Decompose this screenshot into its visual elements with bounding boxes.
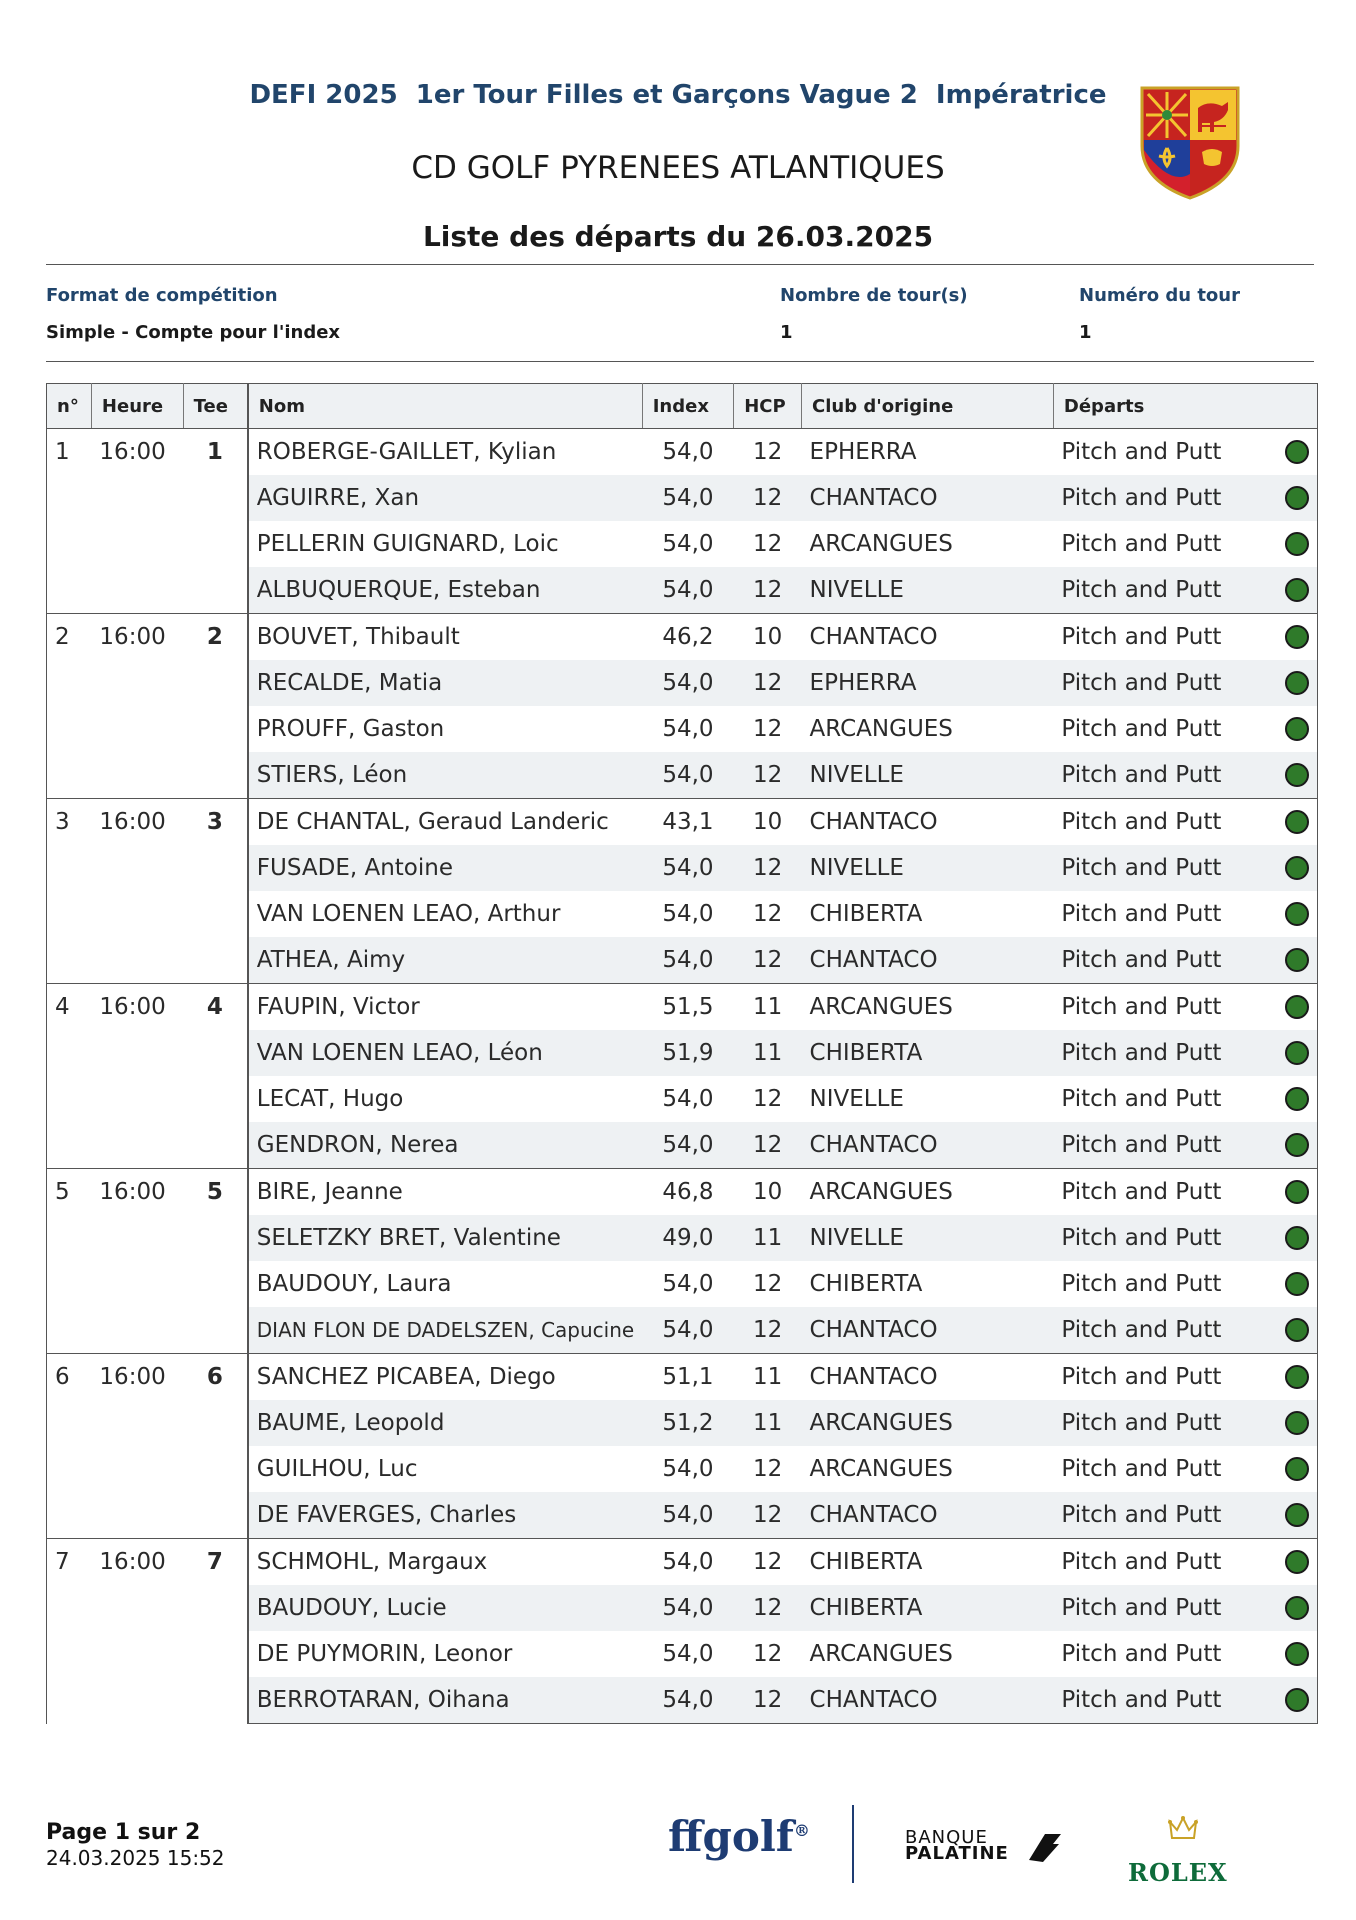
group-time: 16:00	[91, 984, 183, 1169]
player-index: 51,1	[642, 1354, 734, 1401]
player-hcp: 12	[734, 660, 802, 706]
table-row	[47, 1169, 1318, 1216]
group-time: 16:00	[91, 1354, 183, 1539]
player-club: CHANTACO	[802, 799, 1054, 846]
sponsor-divider	[852, 1805, 854, 1883]
player-hcp: 12	[734, 752, 802, 799]
status-dot-icon	[1285, 1550, 1309, 1574]
player-hcp: 12	[734, 1585, 802, 1631]
player-hcp: 10	[734, 799, 802, 846]
player-club: NIVELLE	[802, 845, 1054, 891]
player-departure	[1053, 1677, 1317, 1724]
player-departure	[1053, 1261, 1317, 1307]
player-departure	[1053, 1169, 1317, 1216]
player-index: 54,0	[642, 1677, 734, 1724]
departure-label: Pitch and Putt	[1061, 1595, 1222, 1621]
player-club: NIVELLE	[802, 752, 1054, 799]
departure-label: Pitch and Putt	[1061, 716, 1222, 742]
page-number: Page 1 sur 2	[46, 1820, 201, 1845]
player-departure	[1053, 429, 1317, 476]
column-header-tee: Tee	[183, 384, 248, 429]
status-dot-icon	[1285, 1457, 1309, 1481]
column-header-index: Index	[642, 384, 734, 429]
player-hcp: 12	[734, 567, 802, 614]
group-tee: 4	[183, 984, 248, 1169]
banque-logo-line1: BANQUE	[905, 1827, 988, 1848]
document-title: DEFI 2025 1er Tour Filles et Garçons Vague 2 Impératrice	[249, 80, 1107, 110]
status-dot-icon	[1285, 532, 1309, 556]
player-departure	[1053, 475, 1317, 521]
organisation-name: CD GOLF PYRENEES ATLANTIQUES	[411, 150, 945, 186]
player-index: 54,0	[642, 429, 734, 476]
player-name: VAN LOENEN LEAO, Léon	[248, 1030, 642, 1076]
departure-label: Pitch and Putt	[1061, 531, 1222, 557]
player-index: 43,1	[642, 799, 734, 846]
status-dot-icon	[1285, 948, 1309, 972]
player-club: CHANTACO	[802, 475, 1054, 521]
player-departure	[1053, 1631, 1317, 1677]
status-dot-icon	[1285, 1318, 1309, 1342]
player-departure	[1053, 706, 1317, 752]
status-dot-icon	[1285, 486, 1309, 510]
player-club: ARCANGUES	[809, 1456, 953, 1482]
player-departure	[1053, 1122, 1317, 1169]
player-index: 54,0	[642, 1307, 734, 1354]
start-list-table	[46, 383, 1318, 1724]
player-index: 54,0	[642, 567, 734, 614]
departure-label: Pitch and Putt	[1061, 994, 1222, 1020]
group-number: 2	[47, 614, 92, 799]
player-departure	[1053, 891, 1317, 937]
player-index: 51,2	[642, 1400, 734, 1446]
round-number-label: Numéro du tour	[1079, 285, 1240, 306]
player-index: 54,0	[642, 475, 734, 521]
group-number: 1	[47, 429, 92, 614]
rolex-crown-icon	[1168, 1814, 1198, 1844]
player-name: DE CHANTAL, Geraud Landeric	[248, 799, 642, 846]
departure-label: Pitch and Putt	[1061, 1502, 1222, 1528]
player-club: CHANTACO	[802, 1307, 1054, 1354]
departure-label: Pitch and Putt	[1061, 485, 1222, 511]
player-index: 54,0	[662, 1271, 714, 1297]
table-row	[47, 614, 1318, 661]
player-departure	[1053, 1307, 1317, 1354]
player-name: LECAT, Hugo	[256, 1086, 404, 1112]
departure-label: Pitch and Putt	[1061, 1641, 1222, 1667]
player-hcp: 12	[753, 1086, 783, 1112]
departure-label: Pitch and Putt	[1061, 762, 1222, 788]
group-tee: 1	[183, 429, 248, 614]
player-club: CHIBERTA	[802, 1539, 1054, 1586]
player-hcp: 12	[734, 1677, 802, 1724]
player-name: BAUDOUY, Laura	[256, 1271, 452, 1297]
player-index: 49,0	[642, 1215, 734, 1261]
player-hcp: 12	[734, 475, 802, 521]
player-name: DIAN FLON DE DADELSZEN, Capucine	[248, 1307, 642, 1354]
departure-label: Pitch and Putt	[1061, 1364, 1222, 1390]
status-dot-icon	[1285, 763, 1309, 787]
player-club: ARCANGUES	[802, 1169, 1054, 1216]
player-club: ARCANGUES	[809, 1641, 953, 1667]
player-hcp: 12	[753, 901, 783, 927]
departure-label: Pitch and Putt	[1061, 1271, 1222, 1297]
table-row	[47, 984, 1318, 1031]
player-index: 51,5	[642, 984, 734, 1031]
status-dot-icon	[1285, 1411, 1309, 1435]
player-index: 54,0	[662, 1641, 714, 1667]
column-header-hcp: HCP	[734, 384, 802, 429]
column-header-club: Club d'origine	[802, 384, 1054, 429]
player-departure	[1053, 1585, 1317, 1631]
departure-label: Pitch and Putt	[1061, 1687, 1222, 1713]
player-index: 54,0	[642, 1585, 734, 1631]
player-club: CHIBERTA	[802, 1030, 1054, 1076]
player-name: SELETZKY BRET, Valentine	[248, 1215, 642, 1261]
departure-label: Pitch and Putt	[1061, 1456, 1222, 1482]
departure-label: Pitch and Putt	[1061, 901, 1222, 927]
table-row	[47, 799, 1318, 846]
status-dot-icon	[1285, 1688, 1309, 1712]
player-hcp: 12	[734, 1122, 802, 1169]
status-dot-icon	[1285, 625, 1309, 649]
player-departure	[1053, 1354, 1317, 1401]
departure-label: Pitch and Putt	[1061, 809, 1222, 835]
player-club: CHANTACO	[802, 1354, 1054, 1401]
player-index: 54,0	[662, 716, 714, 742]
group-time: 16:00	[91, 1169, 183, 1354]
player-name: ALBUQUERQUE, Esteban	[248, 567, 642, 614]
group-tee: 2	[183, 614, 248, 799]
departure-label: Pitch and Putt	[1061, 577, 1222, 603]
group-tee: 7	[183, 1539, 248, 1724]
player-index: 54,0	[662, 901, 714, 927]
player-name: RECALDE, Matia	[248, 660, 642, 706]
player-index: 54,0	[662, 1086, 714, 1112]
round-number-value: 1	[1079, 322, 1092, 343]
player-name: SANCHEZ PICABEA, Diego	[248, 1354, 642, 1401]
player-name: FAUPIN, Victor	[248, 984, 642, 1031]
column-header-departs: Départs	[1053, 384, 1317, 429]
status-dot-icon	[1285, 1133, 1309, 1157]
player-index: 54,0	[642, 845, 734, 891]
player-name: GUILHOU, Luc	[256, 1456, 418, 1482]
player-index: 54,0	[642, 1492, 734, 1539]
departure-label: Pitch and Putt	[1061, 1086, 1222, 1112]
player-departure	[1053, 1539, 1317, 1586]
player-club: NIVELLE	[809, 1086, 904, 1112]
rolex-logo: ROLEX	[1128, 1858, 1228, 1887]
player-name: GENDRON, Nerea	[248, 1122, 642, 1169]
player-hcp: 11	[734, 1354, 802, 1401]
status-dot-icon	[1285, 717, 1309, 741]
table-row	[47, 1539, 1318, 1586]
table-row	[47, 1354, 1318, 1401]
status-dot-icon	[1285, 1226, 1309, 1250]
player-departure	[1053, 845, 1317, 891]
player-name: AGUIRRE, Xan	[248, 475, 642, 521]
player-hcp: 10	[734, 1169, 802, 1216]
status-dot-icon	[1285, 1642, 1309, 1666]
player-departure	[1053, 799, 1317, 846]
group-number: 7	[47, 1539, 92, 1724]
group-tee: 5	[183, 1169, 248, 1354]
player-departure	[1053, 1076, 1317, 1122]
format-value: Simple - Compte pour l'index	[46, 322, 341, 343]
player-club: CHANTACO	[802, 1122, 1054, 1169]
player-name: BAUDOUY, Lucie	[248, 1585, 642, 1631]
player-hcp: 11	[734, 1215, 802, 1261]
departure-label: Pitch and Putt	[1061, 947, 1222, 973]
player-hcp: 12	[753, 716, 783, 742]
status-dot-icon	[1285, 1087, 1309, 1111]
player-hcp: 12	[753, 1271, 783, 1297]
group-number: 4	[47, 984, 92, 1169]
player-club: CHANTACO	[802, 1677, 1054, 1724]
player-name: STIERS, Léon	[248, 752, 642, 799]
ffgolf-logo: ffgolf®	[668, 1812, 810, 1861]
group-time: 16:00	[91, 799, 183, 984]
status-dot-icon	[1285, 902, 1309, 926]
player-hcp: 12	[753, 531, 783, 557]
player-club: EPHERRA	[802, 429, 1054, 476]
player-index: 54,0	[642, 1539, 734, 1586]
player-club: EPHERRA	[802, 660, 1054, 706]
print-date: 24.03.2025 15:52	[46, 1846, 225, 1870]
status-dot-icon	[1285, 995, 1309, 1019]
group-number: 6	[47, 1354, 92, 1539]
banque-logo-line2: PALATINE	[905, 1843, 1009, 1864]
group-tee: 6	[183, 1354, 248, 1539]
player-club: CHANTACO	[802, 937, 1054, 984]
player-hcp: 12	[734, 937, 802, 984]
player-name: BOUVET, Thibault	[248, 614, 642, 661]
player-index: 54,0	[642, 660, 734, 706]
departure-label: Pitch and Putt	[1061, 1040, 1222, 1066]
info-divider	[46, 361, 1314, 362]
group-time: 16:00	[91, 429, 183, 614]
player-departure	[1053, 1030, 1317, 1076]
status-dot-icon	[1285, 1180, 1309, 1204]
header-divider	[46, 264, 1314, 265]
player-hcp: 12	[734, 845, 802, 891]
player-club: ARCANGUES	[802, 1400, 1054, 1446]
banque-palatine-emblem-icon	[1023, 1830, 1063, 1864]
status-dot-icon	[1285, 1365, 1309, 1389]
player-index: 54,0	[662, 531, 714, 557]
player-name: FUSADE, Antoine	[248, 845, 642, 891]
player-index: 54,0	[642, 752, 734, 799]
player-hcp: 12	[753, 1641, 783, 1667]
player-club: CHANTACO	[802, 614, 1054, 661]
coat-of-arms-crest-icon	[1140, 86, 1240, 200]
rounds-label: Nombre de tour(s)	[780, 285, 968, 306]
player-hcp: 12	[753, 1456, 783, 1482]
player-hcp: 12	[734, 1539, 802, 1586]
player-departure	[1053, 1400, 1317, 1446]
player-name: BERROTARAN, Oihana	[248, 1677, 642, 1724]
player-departure	[1053, 937, 1317, 984]
player-hcp: 12	[734, 429, 802, 476]
departure-label: Pitch and Putt	[1061, 1549, 1222, 1575]
player-name: SCHMOHL, Margaux	[248, 1539, 642, 1586]
player-club: ARCANGUES	[802, 984, 1054, 1031]
status-dot-icon	[1285, 578, 1309, 602]
player-departure	[1053, 567, 1317, 614]
player-club: CHIBERTA	[802, 1585, 1054, 1631]
departure-label: Pitch and Putt	[1061, 624, 1222, 650]
ffgolf-logo-text: ffgolf	[668, 1812, 794, 1861]
player-departure	[1053, 660, 1317, 706]
column-header-name: Nom	[248, 384, 642, 429]
player-departure	[1053, 614, 1317, 661]
player-hcp: 12	[734, 1492, 802, 1539]
departure-label: Pitch and Putt	[1061, 1132, 1222, 1158]
player-hcp: 11	[734, 1400, 802, 1446]
player-name: PROUFF, Gaston	[256, 716, 445, 742]
group-tee: 3	[183, 799, 248, 984]
player-club: CHIBERTA	[809, 1271, 923, 1297]
status-dot-icon	[1285, 856, 1309, 880]
departure-label: Pitch and Putt	[1061, 439, 1222, 465]
departure-label: Pitch and Putt	[1061, 1410, 1222, 1436]
player-name: DE PUYMORIN, Leonor	[256, 1641, 513, 1667]
player-departure	[1053, 984, 1317, 1031]
player-departure	[1053, 521, 1317, 567]
departure-label: Pitch and Putt	[1061, 1179, 1222, 1205]
departure-label: Pitch and Putt	[1061, 855, 1222, 881]
group-number: 3	[47, 799, 92, 984]
status-dot-icon	[1285, 810, 1309, 834]
group-time: 16:00	[91, 614, 183, 799]
player-club: CHANTACO	[802, 1492, 1054, 1539]
player-index: 54,0	[662, 1456, 714, 1482]
player-name: PELLERIN GUIGNARD, Loic	[256, 531, 559, 557]
player-hcp: 11	[734, 984, 802, 1031]
player-name: BIRE, Jeanne	[248, 1169, 642, 1216]
player-hcp: 11	[734, 1030, 802, 1076]
player-name: DE FAVERGES, Charles	[248, 1492, 642, 1539]
player-club: CHIBERTA	[809, 901, 923, 927]
banque-palatine-logo	[905, 1827, 1009, 1864]
player-departure	[1053, 1215, 1317, 1261]
status-dot-icon	[1285, 1503, 1309, 1527]
column-header-number: n°	[47, 384, 92, 429]
start-list-body	[47, 429, 1318, 1724]
status-dot-icon	[1285, 440, 1309, 464]
status-dot-icon	[1285, 671, 1309, 695]
player-index: 51,9	[642, 1030, 734, 1076]
table-header-row	[47, 384, 1318, 429]
player-departure	[1053, 1446, 1317, 1492]
player-name: VAN LOENEN LEAO, Arthur	[256, 901, 561, 927]
player-club: ARCANGUES	[809, 531, 953, 557]
player-index: 54,0	[642, 937, 734, 984]
player-club: NIVELLE	[802, 1215, 1054, 1261]
departure-label: Pitch and Putt	[1061, 1317, 1222, 1343]
departure-label: Pitch and Putt	[1061, 670, 1222, 696]
player-departure	[1053, 1492, 1317, 1539]
table-row	[47, 429, 1318, 476]
player-name: ROBERGE-GAILLET, Kylian	[248, 429, 642, 476]
player-name: BAUME, Leopold	[248, 1400, 642, 1446]
player-index: 46,8	[642, 1169, 734, 1216]
group-time: 16:00	[91, 1539, 183, 1724]
column-header-time: Heure	[91, 384, 183, 429]
player-club: NIVELLE	[802, 567, 1054, 614]
player-club: ARCANGUES	[809, 716, 953, 742]
group-number: 5	[47, 1169, 92, 1354]
format-label: Format de compétition	[46, 285, 278, 306]
player-departure	[1053, 752, 1317, 799]
status-dot-icon	[1285, 1272, 1309, 1296]
player-index: 46,2	[642, 614, 734, 661]
player-hcp: 12	[734, 1307, 802, 1354]
player-index: 54,0	[642, 1122, 734, 1169]
status-dot-icon	[1285, 1041, 1309, 1065]
document-subtitle: Liste des départs du 26.03.2025	[422, 220, 934, 253]
rounds-value: 1	[780, 322, 793, 343]
status-dot-icon	[1285, 1596, 1309, 1620]
player-hcp: 10	[734, 614, 802, 661]
departure-label: Pitch and Putt	[1061, 1225, 1222, 1251]
player-name: ATHEA, Aimy	[248, 937, 642, 984]
